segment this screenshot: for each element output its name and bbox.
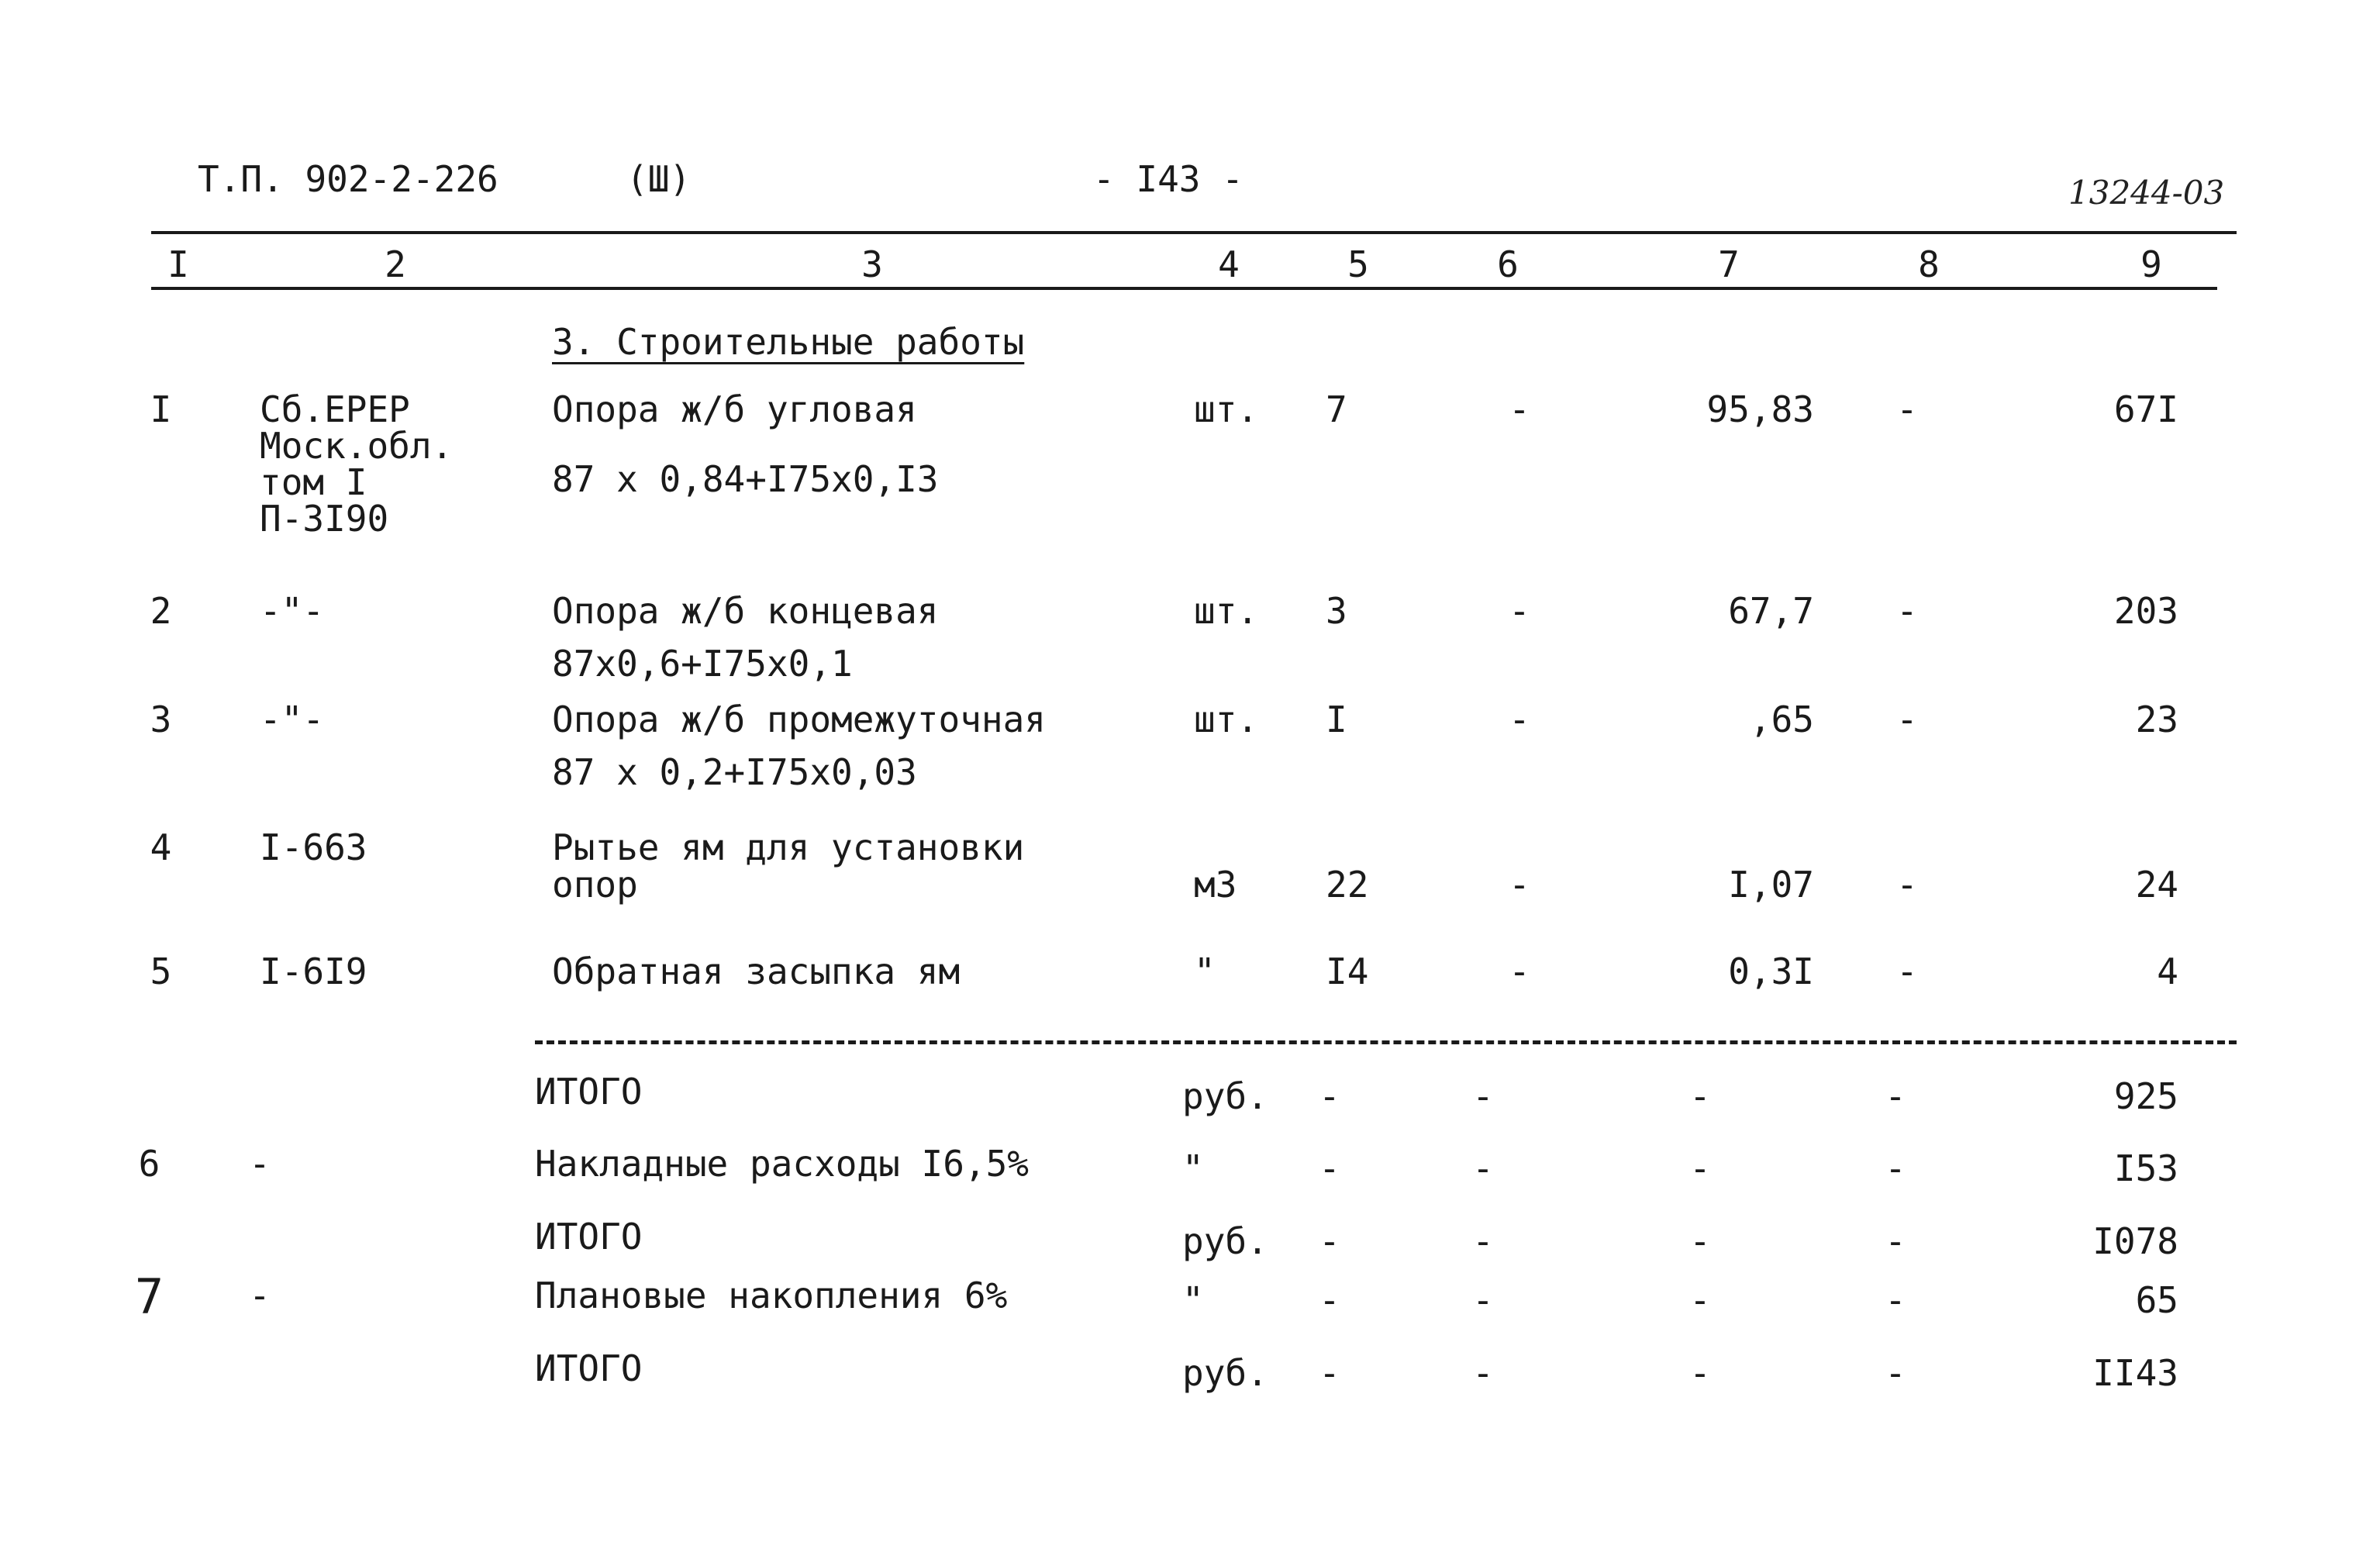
page-number: - I43 - bbox=[1093, 158, 1243, 200]
subtotal-separator bbox=[535, 1040, 2237, 1044]
summary-code: - bbox=[249, 1275, 271, 1316]
summary-description: ИТОГО bbox=[535, 1347, 643, 1389]
row-total: 203 bbox=[2113, 590, 2178, 632]
summary-col6: - bbox=[1472, 1220, 1494, 1262]
row-description: 87х0,6+I75х0,1 bbox=[552, 643, 853, 685]
column-number-3: 3 bbox=[861, 243, 883, 285]
row-quantity: 7 bbox=[1326, 388, 1347, 430]
row-number: 4 bbox=[150, 826, 172, 868]
row-quantity: 22 bbox=[1326, 864, 1369, 906]
row-unit-price: I,07 bbox=[1728, 864, 1814, 906]
column-number-4: 4 bbox=[1218, 243, 1240, 285]
row-description: опор bbox=[552, 864, 638, 906]
summary-col5: - bbox=[1319, 1220, 1340, 1262]
row-unit: шт. bbox=[1194, 388, 1259, 430]
row-description: Опора ж/б промежуточная bbox=[552, 699, 1046, 740]
row-code: Сб.ЕРЕР bbox=[260, 388, 410, 430]
row-unit-price: 67,7 bbox=[1728, 590, 1814, 632]
summary-col7: - bbox=[1689, 1147, 1711, 1189]
row-unit: шт. bbox=[1194, 699, 1259, 740]
header-rule-bottom bbox=[151, 287, 2217, 290]
row-quantity: 3 bbox=[1326, 590, 1347, 632]
row-col8: - bbox=[1896, 951, 1918, 992]
summary-unit: руб. bbox=[1182, 1352, 1268, 1394]
column-number-6: 6 bbox=[1497, 243, 1519, 285]
row-description: 87 х 0,84+I75х0,I3 bbox=[552, 458, 939, 500]
column-number-1: I bbox=[167, 243, 189, 285]
row-code: П-3I90 bbox=[260, 498, 389, 540]
document-code: Т.П. 902-2-226 bbox=[198, 158, 498, 200]
row-description: Обратная засыпка ям bbox=[552, 951, 961, 992]
row-col6: - bbox=[1509, 864, 1530, 906]
summary-unit: " bbox=[1182, 1279, 1204, 1321]
row-description: Рытье ям для установки bbox=[552, 826, 1025, 868]
row-col8: - bbox=[1896, 590, 1918, 632]
summary-description: ИТОГО bbox=[535, 1216, 643, 1258]
summary-total: I078 bbox=[2092, 1220, 2178, 1262]
row-col6: - bbox=[1509, 951, 1530, 992]
summary-total: 65 bbox=[2135, 1279, 2178, 1321]
row-total: 23 bbox=[2135, 699, 2178, 740]
summary-col7: - bbox=[1689, 1220, 1711, 1262]
row-code: -"- bbox=[260, 699, 325, 740]
summary-col5: - bbox=[1319, 1279, 1340, 1321]
row-quantity: I bbox=[1326, 699, 1347, 740]
summary-unit: руб. bbox=[1182, 1075, 1268, 1117]
summary-description: Плановые накопления 6% bbox=[535, 1275, 1008, 1316]
summary-col6: - bbox=[1472, 1147, 1494, 1189]
summary-col8: - bbox=[1885, 1147, 1906, 1189]
summary-col5: - bbox=[1319, 1147, 1340, 1189]
summary-col8: - bbox=[1885, 1075, 1906, 1117]
row-code: Моск.обл. bbox=[260, 425, 454, 467]
row-col8: - bbox=[1896, 864, 1918, 906]
summary-col5: - bbox=[1319, 1075, 1340, 1117]
row-col8: - bbox=[1896, 388, 1918, 430]
summary-col7: - bbox=[1689, 1279, 1711, 1321]
row-col8: - bbox=[1896, 699, 1918, 740]
row-col6: - bbox=[1509, 590, 1530, 632]
summary-col6: - bbox=[1472, 1352, 1494, 1394]
summary-description: Накладные расходы I6,5% bbox=[535, 1143, 1029, 1185]
document-part: (Ш) bbox=[626, 158, 692, 200]
row-quantity: I4 bbox=[1326, 951, 1369, 992]
row-number: I bbox=[150, 388, 172, 430]
row-unit-price: ,65 bbox=[1749, 699, 1814, 740]
summary-col6: - bbox=[1472, 1075, 1494, 1117]
column-number-7: 7 bbox=[1718, 243, 1740, 285]
row-unit: " bbox=[1194, 951, 1216, 992]
row-col6: - bbox=[1509, 388, 1530, 430]
summary-col7: - bbox=[1689, 1352, 1711, 1394]
summary-col8: - bbox=[1885, 1220, 1906, 1262]
column-number-2: 2 bbox=[385, 243, 406, 285]
summary-description: ИТОГО bbox=[535, 1071, 643, 1113]
summary-total: II43 bbox=[2092, 1352, 2178, 1394]
column-number-8: 8 bbox=[1918, 243, 1940, 285]
header-rule-top bbox=[151, 231, 2237, 234]
summary-col7: - bbox=[1689, 1075, 1711, 1117]
summary-total: I53 bbox=[2113, 1147, 2178, 1189]
summary-number: 6 bbox=[138, 1143, 160, 1185]
row-description: Опора ж/б концевая bbox=[552, 590, 939, 632]
column-number-9: 9 bbox=[2140, 243, 2162, 285]
summary-unit: " bbox=[1182, 1147, 1204, 1189]
summary-total: 925 bbox=[2113, 1075, 2178, 1117]
row-unit-price: 95,83 bbox=[1706, 388, 1814, 430]
row-unit: м3 bbox=[1194, 864, 1237, 906]
row-code: I-6I9 bbox=[260, 951, 367, 992]
row-total: 4 bbox=[2157, 951, 2178, 992]
summary-number: 7 bbox=[134, 1268, 164, 1325]
row-unit: шт. bbox=[1194, 590, 1259, 632]
row-description: 87 х 0,2+I75х0,03 bbox=[552, 751, 917, 793]
summary-col8: - bbox=[1885, 1279, 1906, 1321]
row-total: 67I bbox=[2113, 388, 2178, 430]
inventory-number: 13244-03 bbox=[2068, 174, 2225, 212]
summary-unit: руб. bbox=[1182, 1220, 1268, 1262]
summary-col6: - bbox=[1472, 1279, 1494, 1321]
row-description: Опора ж/б угловая bbox=[552, 388, 917, 430]
row-number: 3 bbox=[150, 699, 172, 740]
row-total: 24 bbox=[2135, 864, 2178, 906]
row-col6: - bbox=[1509, 699, 1530, 740]
row-code: -"- bbox=[260, 590, 325, 632]
row-code: I-663 bbox=[260, 826, 367, 868]
column-number-5: 5 bbox=[1347, 243, 1369, 285]
summary-col5: - bbox=[1319, 1352, 1340, 1394]
summary-col8: - bbox=[1885, 1352, 1906, 1394]
summary-code: - bbox=[249, 1143, 271, 1185]
row-number: 2 bbox=[150, 590, 172, 632]
row-number: 5 bbox=[150, 951, 172, 992]
row-unit-price: 0,3I bbox=[1728, 951, 1814, 992]
row-code: том I bbox=[260, 461, 367, 503]
section-title: 3. Строительные работы bbox=[552, 321, 1025, 363]
